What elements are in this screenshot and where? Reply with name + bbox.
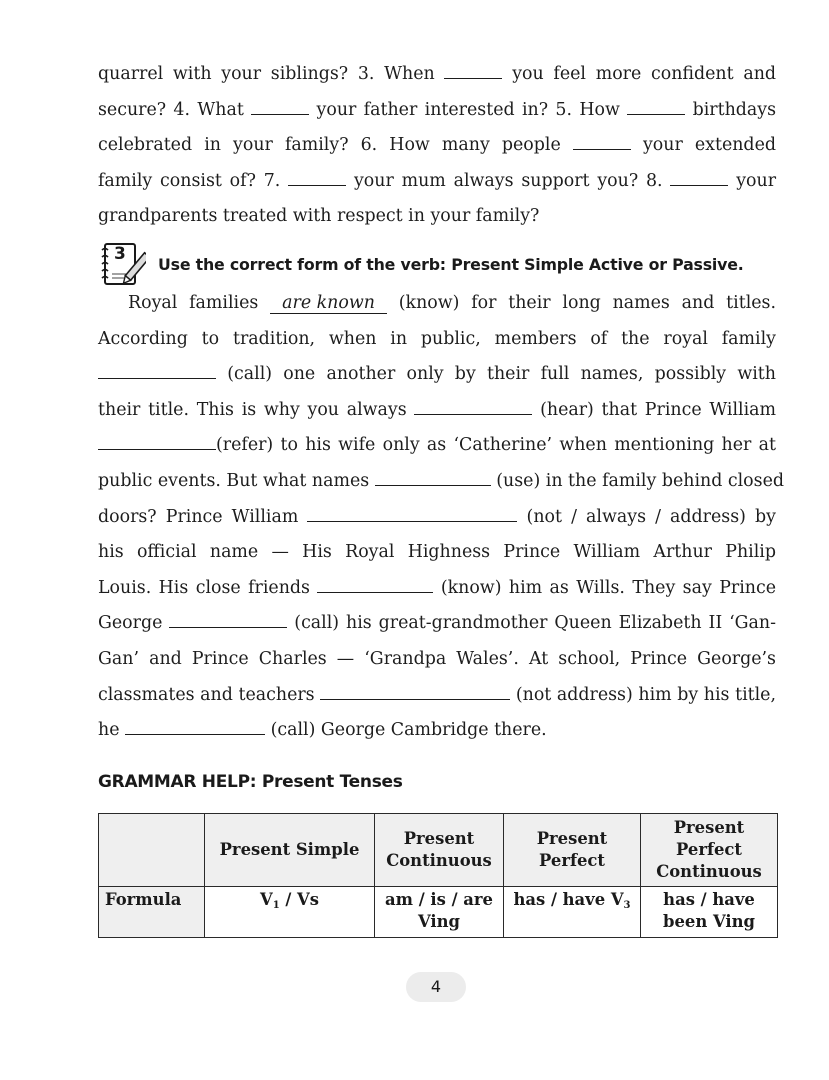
text-line: (refer) to his wife only as ‘Catherine’ when mentioning her at: [98, 428, 776, 464]
present-tenses-table: [98, 813, 778, 938]
answer-blank[interactable]: [573, 133, 631, 150]
text-line: family consist of? 7. your mum always support you? 8. your: [98, 170, 777, 191]
example-answer: are known: [270, 293, 387, 314]
exercise-2-tail: [98, 57, 776, 235]
text-line: he (call) George Cambridge there.: [98, 720, 547, 741]
table-header-row: [99, 814, 778, 887]
header-present-perfect-continuous: Present Perfect Continuous: [641, 814, 778, 887]
answer-blank[interactable]: [414, 398, 532, 415]
text-line: quarrel with your siblings? 3. When you feel more confident and: [98, 64, 777, 84]
exercise-number: 3: [114, 244, 126, 264]
answer-blank[interactable]: [317, 576, 433, 593]
answer-blank[interactable]: [627, 98, 685, 115]
text-line: their title. This is why you always (hear) that Prince William: [98, 399, 776, 420]
text-line: celebrated in your family? 6. How many people your extended: [98, 135, 776, 156]
formula-present-continuous: am / is / are Ving: [375, 887, 504, 938]
text-line: Gan’ and Prince Charles — ‘Grandpa Wales’. At school, Prince George’s: [98, 648, 776, 669]
text-line: secure? 4. What your father interested in? 5. How birthdays: [98, 99, 777, 120]
text-line: According to tradition, when in public, members of the royal family: [98, 328, 776, 349]
exercise-3-text: [98, 286, 785, 749]
answer-blank[interactable]: [670, 169, 728, 186]
text-line: classmates and teachers (not address) him by his title,: [98, 684, 776, 705]
exercise-3-header: [100, 240, 780, 290]
exercise-instruction: Use the correct form of the verb: Present Simple Active or Passive.: [158, 255, 744, 274]
answer-blank[interactable]: [169, 611, 287, 628]
grammar-help-title: GRAMMAR HELP: Present Tenses: [98, 772, 403, 792]
answer-blank[interactable]: [251, 98, 309, 115]
text-line: George (call) his great-grandmother Queen Elizabeth II ‘Gan-: [98, 613, 777, 634]
page-number: 4: [406, 972, 466, 1002]
row-label-formula: Formula: [99, 887, 205, 938]
answer-blank[interactable]: [98, 362, 216, 379]
text-line: his official name — His Royal Highness Prince William Arthur Philip: [98, 542, 776, 563]
text-line: Royal families are known (know) for their long names and titles.: [128, 293, 777, 313]
answer-blank[interactable]: [98, 433, 216, 450]
text-line: grandparents treated with respect in your family?: [98, 206, 540, 227]
table-corner-cell: [99, 814, 205, 887]
text-line: public events. But what names (use) in the family behind closed: [98, 470, 785, 491]
text-line: (call) one another only by their full names, possibly with: [98, 357, 776, 393]
answer-blank[interactable]: [288, 169, 346, 186]
text-line: doors? Prince William (not / always / address) by: [98, 506, 776, 527]
answer-blank[interactable]: [444, 62, 502, 79]
header-present-simple: Present Simple: [205, 814, 375, 887]
table-row: [99, 887, 778, 938]
answer-blank[interactable]: [307, 505, 517, 522]
text-line: Louis. His close friends (know) him as Wills. They say Prince: [98, 577, 777, 598]
answer-blank[interactable]: [125, 718, 265, 735]
formula-present-simple: $V_1$ / Vs: [205, 887, 375, 938]
header-present-continuous: Present Continuous: [375, 814, 504, 887]
header-present-perfect: Present Perfect: [504, 814, 641, 887]
answer-blank[interactable]: [320, 683, 510, 700]
formula-present-perfect: has / have $V_3$: [504, 887, 641, 938]
answer-blank[interactable]: [375, 469, 491, 486]
formula-present-perfect-continuous: has / have been Ving: [641, 887, 778, 938]
